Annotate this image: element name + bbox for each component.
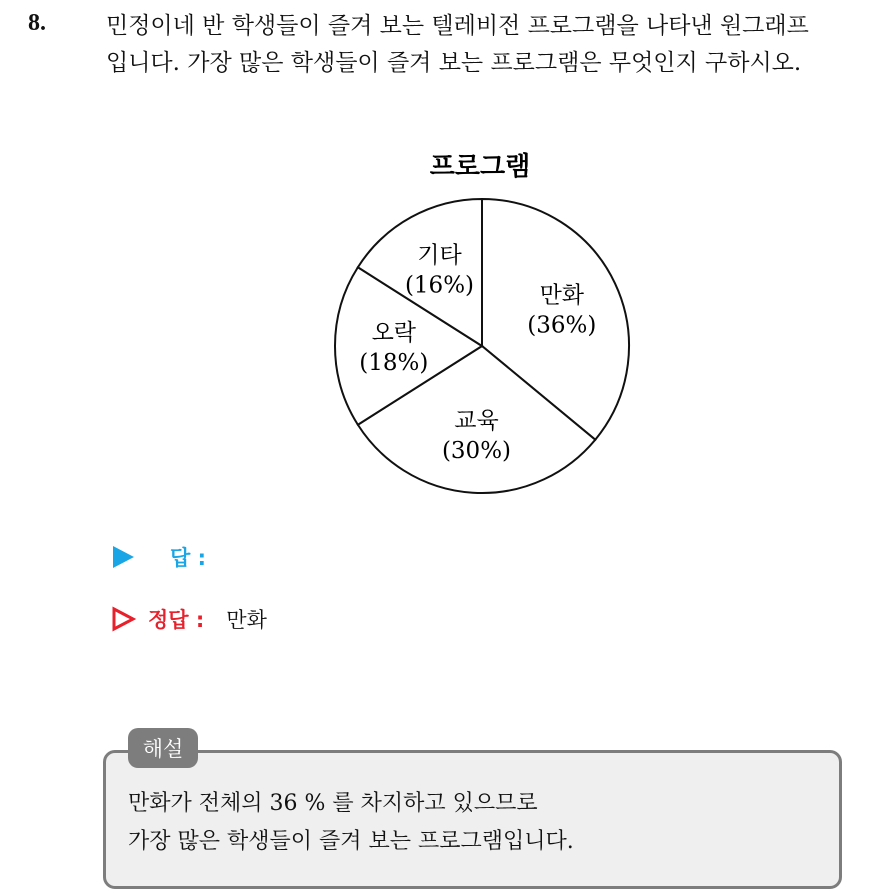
explanation-line-2: 가장 많은 학생들이 즐겨 보는 프로그램입니다.	[128, 829, 574, 854]
question-text	[106, 8, 876, 82]
question-line-1: 민정이네 반 학생들이 즐겨 보는 텔레비전 프로그램을 나타낸 원그래프	[106, 13, 809, 39]
slice-label: 기타	[417, 242, 462, 269]
answer-label: 답 :	[170, 546, 206, 570]
explanation-line-1: 만화가 전체의 36 % 를 차지하고 있으므로	[128, 791, 538, 816]
slice-label: 오락	[371, 320, 417, 346]
explanation-text	[128, 785, 574, 861]
slice-label: 만화	[539, 282, 585, 309]
play-arrow-icon	[110, 544, 136, 570]
chart-title: 프로그램	[429, 152, 531, 182]
slice-percent-label: (30%)	[441, 438, 512, 464]
slice-percent-label: (36%)	[527, 312, 597, 339]
pie-chart	[300, 140, 640, 505]
question-number: 8.	[28, 10, 46, 36]
explanation-tag: 해설	[128, 728, 198, 768]
slice-percent-label: (18%)	[359, 350, 429, 376]
correct-answer-label: 정답 :	[148, 608, 205, 632]
correct-answer-value: 만화	[226, 608, 267, 632]
slice-percent-label: (16%)	[404, 272, 475, 299]
question-line-2: 입니다. 가장 많은 학생들이 즐겨 보는 프로그램은 무엇인지 구하시오.	[106, 50, 802, 76]
outline-arrow-icon	[110, 606, 136, 632]
slice-label: 교육	[454, 408, 499, 434]
answer-row	[110, 542, 206, 572]
correct-answer-row	[110, 604, 267, 634]
